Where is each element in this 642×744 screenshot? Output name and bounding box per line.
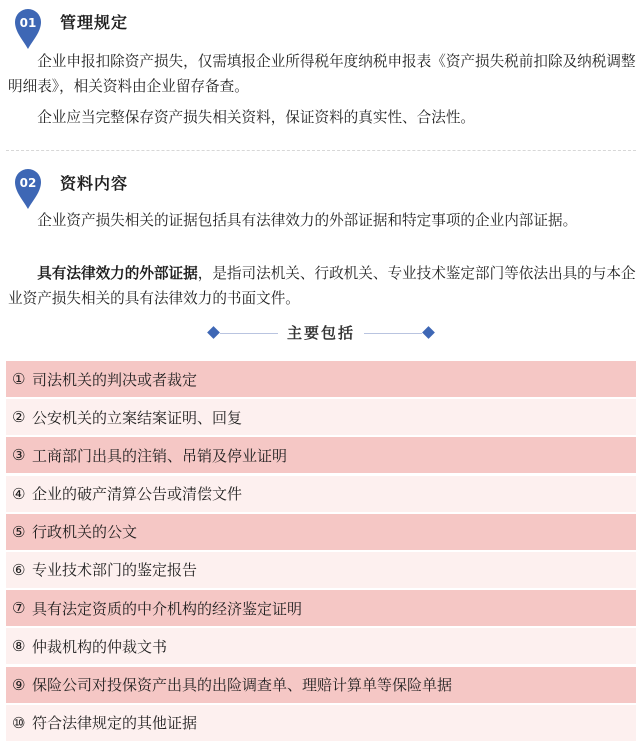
list-item-marker: ⑥ <box>12 560 26 579</box>
subheading-text: 主要包括 <box>286 324 355 342</box>
list-item-text: 专业技术部门的鉴定报告 <box>32 561 198 580</box>
list-item <box>6 476 636 512</box>
subheading <box>0 322 642 346</box>
section-management-rules <box>0 0 642 150</box>
list-item-text: 具有法定资质的中介机构的经济鉴定证明 <box>32 599 303 618</box>
section-title: 资料内容 <box>60 174 129 193</box>
list-item <box>6 667 636 703</box>
section-title: 管理规定 <box>60 13 129 32</box>
bold-term: 具有法律效力的外部证据 <box>37 265 198 282</box>
list-item-text: 工商部门出具的注销、吊销及停业证明 <box>32 446 288 465</box>
list-item-marker: ⑦ <box>12 599 26 618</box>
list-item <box>6 590 636 626</box>
list-item <box>6 552 636 588</box>
subheading-line <box>364 333 422 334</box>
list-item-text: 企业的破产清算公告或清偿文件 <box>32 485 243 504</box>
list-item-marker: ① <box>12 370 26 388</box>
list-item-text: 行政机关的公文 <box>32 523 138 542</box>
paragraph: 企业资产损失相关的证据包括具有法律效力的外部证据和特定事项的企业内部证据。 <box>37 212 578 229</box>
list-item-text: 符合法律规定的其他证据 <box>32 714 198 733</box>
list-item-marker: ⑧ <box>12 637 26 656</box>
divider <box>6 150 636 151</box>
list-item-marker: ③ <box>12 446 26 465</box>
list-item <box>6 514 636 550</box>
list-item <box>6 705 636 741</box>
location-pin-icon <box>12 166 44 210</box>
paragraph <box>8 262 636 311</box>
location-pin-icon <box>12 6 44 50</box>
list-item-marker: ⑩ <box>12 713 26 732</box>
section-number: 01 <box>19 16 37 30</box>
list-item <box>6 361 636 397</box>
list-item <box>6 628 636 664</box>
list-item-marker: ② <box>12 408 26 427</box>
paragraph: 企业申报扣除资产损失，仅需填报企业所得税年度纳税申报表《资产损失税前扣除及纳税调整明细表》，相关资料由企业留存备查。 <box>8 53 636 95</box>
list-item-marker: ④ <box>12 484 26 503</box>
list-item-text: 公安机关的立案结案证明、回复 <box>32 408 243 427</box>
evidence-list <box>6 361 636 743</box>
list-item-marker: ⑤ <box>12 522 26 541</box>
list-item <box>6 437 636 473</box>
list-item-text: 保险公司对投保资产出具的出险调查单、理赔计算单等保险单据 <box>32 676 453 694</box>
list-item-text: 司法机关的判决或者裁定 <box>32 370 198 389</box>
section-number: 02 <box>19 176 37 190</box>
list-item <box>6 399 636 435</box>
list-item-marker: ⑨ <box>12 675 26 694</box>
paragraph-text: ，是指司法机关、行政机关、专业技术鉴定部门等依法出具的与本企业资产损失相关的具有法律效力的书面文件。 <box>8 265 636 307</box>
list-item-text: 仲裁机构的仲裁文书 <box>32 637 168 656</box>
paragraph: 企业应当完整保存资产损失相关资料，保证资料的真实性、合法性。 <box>37 109 476 126</box>
